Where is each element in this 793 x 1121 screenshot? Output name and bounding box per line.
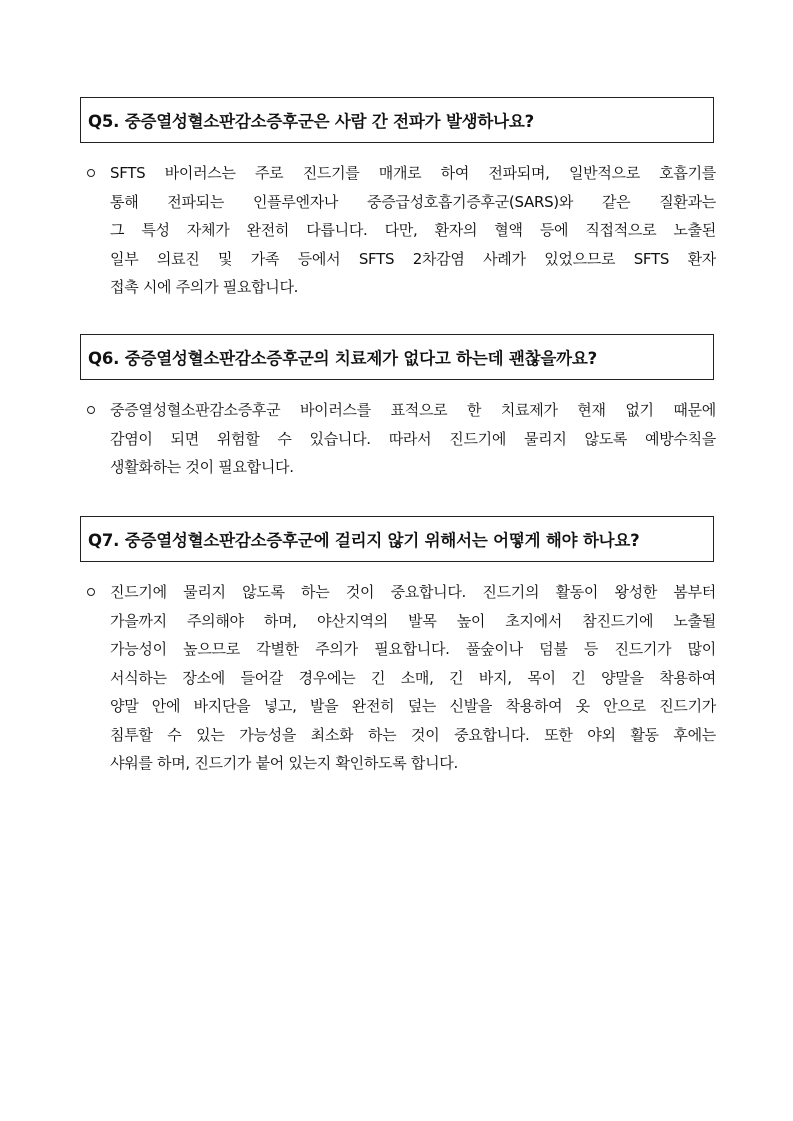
bullet-circle-icon — [87, 169, 95, 177]
question-title: Q5. 중증열성혈소판감소증후군은 사람 간 전파가 발생하나요? — [88, 112, 535, 131]
qa-section-q7 — [80, 516, 714, 778]
answer-block — [80, 578, 714, 778]
answer-text — [110, 159, 716, 302]
question-title: Q7. 중증열성혈소판감소증후군에 걸리지 않기 위해서는 어떻게 해야 하나요? — [88, 531, 640, 550]
answer-text — [110, 396, 716, 482]
question-box — [80, 97, 714, 143]
qa-section-q5 — [80, 97, 714, 302]
qa-section-q6 — [80, 334, 714, 482]
answer-line: 침투할 수 있는 가능성을 최소화 하는 것이 중요합니다. 또한 야외 활동 후에는 — [110, 725, 716, 744]
answer-line: 접촉 시에 주의가 필요합니다. — [110, 278, 299, 296]
answer-line: 생활화하는 것이 필요합니다. — [110, 458, 294, 476]
answer-block — [80, 396, 714, 482]
answer-line: 그 특성 자체가 완전히 다릅니다. 다만, 환자의 혈액 등에 직접적으로 노출된 — [110, 221, 716, 239]
answer-line: 서식하는 장소에 들어갈 경우에는 긴 소매, 긴 바지, 목이 긴 양말을 착용하여 — [110, 668, 716, 687]
answer-line: SFTS 바이러스는 주로 진드기를 매개로 하여 전파되며, 일반적으로 호흡기를 — [110, 164, 716, 182]
bullet-circle-icon — [87, 406, 95, 414]
answer-block — [80, 159, 714, 302]
answer-line: 중증열성혈소판감소증후군 바이러스를 표적으로 한 치료제가 현재 없기 때문에 — [110, 401, 716, 419]
answer-text — [110, 578, 716, 778]
answer-line: 가을까지 주의해야 하며, 야산지역의 발목 높이 초지에서 참진드기에 노출될 — [110, 611, 716, 630]
answer-line: 가능성이 높으므로 각별한 주의가 필요합니다. 풀숲이나 덤불 등 진드기가 많이 — [110, 640, 716, 658]
question-box — [80, 334, 714, 380]
answer-line: 일부 의료진 및 가족 등에서 SFTS 2차감염 사례가 있었으므로 SFTS 환자 — [110, 249, 716, 268]
answer-line: 샤워를 하며, 진드기가 붙어 있는지 확인하도록 합니다. — [110, 754, 458, 772]
bullet-circle-icon — [87, 588, 95, 596]
answer-line: 진드기에 물리지 않도록 하는 것이 중요합니다. 진드기의 활동이 왕성한 봄부터 — [110, 583, 716, 601]
answer-line: 양말 안에 바지단을 넣고, 발을 완전히 덮는 신발을 착용하여 옷 안으로 진드기가 — [110, 697, 716, 715]
question-title: Q6. 중증열성혈소판감소증후군의 치료제가 없다고 하는데 괜찮을까요? — [88, 349, 597, 368]
answer-line: 감염이 되면 위험할 수 있습니다. 따라서 진드기에 물리지 않도록 예방수칙을 — [110, 429, 716, 448]
answer-line: 통해 전파되는 인플루엔자나 중증급성호흡기증후군(SARS)와 같은 질환과는 — [110, 192, 716, 211]
question-box — [80, 516, 714, 562]
